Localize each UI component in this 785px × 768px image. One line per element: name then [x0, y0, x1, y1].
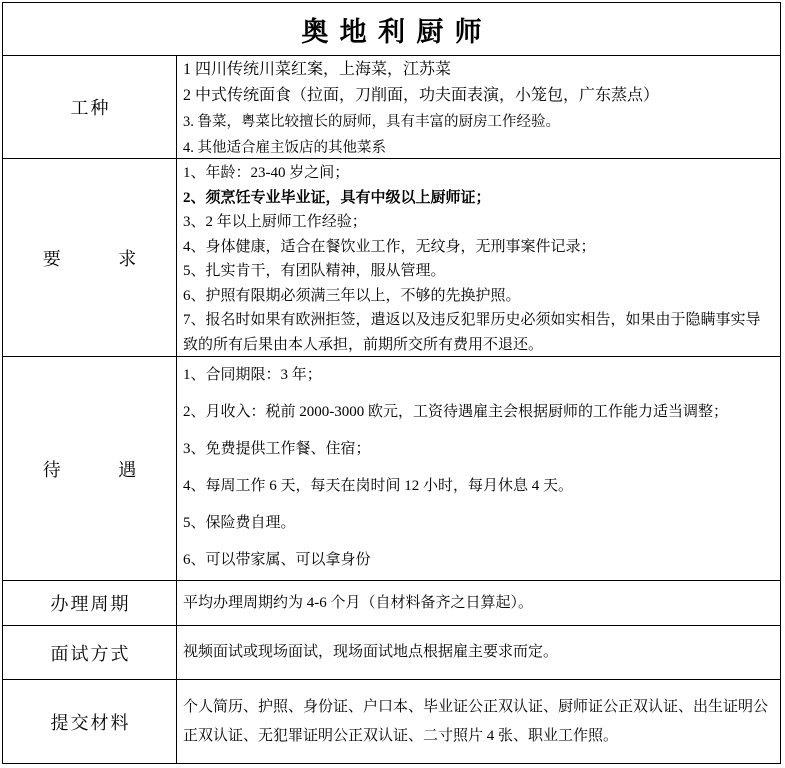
- benefit-item: 2、月收入：税前 2000-3000 欧元，工资待遇雇主会根据厨师的工作能力适当调整；: [183, 404, 728, 420]
- requirement-item: 5、扎实肯干，有团队精神，服从管理。: [183, 263, 446, 279]
- title-row: [3, 3, 780, 56]
- requirement-item: 7、报名时如果有欧洲拒签，遣返以及违反犯罪历史必须如实相告，如果由于隐瞒事实导致的所有后果由本人承担，前期所交所有费用不退还。: [183, 312, 761, 353]
- requirement-item: 1、年龄：23-40 岁之间；: [183, 165, 350, 181]
- requirement-item: 6、护照有限期必须满三年以上，不够的先换护照。: [183, 287, 521, 304]
- benefit-item: 4、每周工作 6 天，每天在岗时间 12 小时，每月休息 4 天。: [183, 478, 574, 494]
- interview-method-text: 视频面试或现场面试，现场面试地点根据雇主要求而定。: [183, 644, 559, 660]
- requirement-item: 4、身体健康，适合在餐饮业工作，无纹身，无刑事案件记录；: [183, 238, 596, 255]
- benefits-label: 待遇: [42, 459, 194, 480]
- interview-method-label: 面试方式: [50, 643, 131, 664]
- submission-materials-text: 个人简历、护照、身份证、户口本、毕业证公正双认证、厨师证公正双认证、出生证明公正双认证、无犯罪证明公正双认证、二寸照片 4 张、职业工作照。: [183, 699, 769, 744]
- interview-method-label-cell: [3, 626, 177, 679]
- job-type-label: 工种: [70, 98, 111, 118]
- processing-period-label-cell: [3, 581, 177, 625]
- benefits-label-cell: [3, 357, 194, 580]
- job-type-content: [177, 56, 780, 158]
- row-interview-method: [3, 626, 780, 680]
- requirements-label: 要求: [42, 248, 194, 269]
- requirement-item: 3、2 年以上厨师工作经验；: [183, 214, 367, 230]
- benefit-item: 6、可以带家属、可以拿身份: [183, 552, 371, 568]
- row-submission-materials: [3, 680, 780, 763]
- page-title: 奥地利厨师: [301, 16, 494, 47]
- job-type-label-cell: [3, 56, 177, 158]
- processing-period-label: 办理周期: [50, 594, 131, 614]
- job-type-item: 4. 其他适合雇主饭店的其他菜系: [183, 140, 386, 156]
- benefits-content: [177, 357, 780, 580]
- benefit-item: 5、保险费自理。: [183, 515, 296, 531]
- benefit-item: 3、免费提供工作餐、住宿；: [183, 441, 371, 457]
- requirements-content: [177, 159, 780, 356]
- processing-period-content: [177, 581, 780, 625]
- job-type-item: 1 四川传统川菜红案，上海菜，江苏菜: [183, 61, 452, 78]
- requirements-label-cell: [3, 159, 194, 356]
- row-benefits: [3, 357, 780, 581]
- job-type-item: 2 中式传统面食（拉面，刀削面，功夫面表演，小笼包，广东蒸点）: [183, 87, 660, 104]
- row-processing-period: [3, 581, 780, 626]
- interview-method-content: [177, 626, 780, 679]
- benefit-item: 1、合同期限：3 年；: [183, 367, 322, 383]
- job-type-item: 3. 鲁菜，粤菜比较擅长的厨师，具有丰富的厨房工作经验。: [183, 114, 560, 130]
- submission-materials-label: 提交材料: [50, 712, 131, 733]
- submission-materials-content: [177, 680, 780, 763]
- processing-period-text: 平均办理周期约为 4-6 个月（自材料备齐之日算起）。: [183, 594, 533, 611]
- submission-materials-label-cell: [3, 680, 177, 763]
- job-posting-table: [2, 2, 781, 764]
- requirement-item: 2、须烹饪专业毕业证，具有中级以上厨师证；: [183, 189, 491, 206]
- row-job-type: [3, 56, 780, 159]
- row-requirements: [3, 159, 780, 357]
